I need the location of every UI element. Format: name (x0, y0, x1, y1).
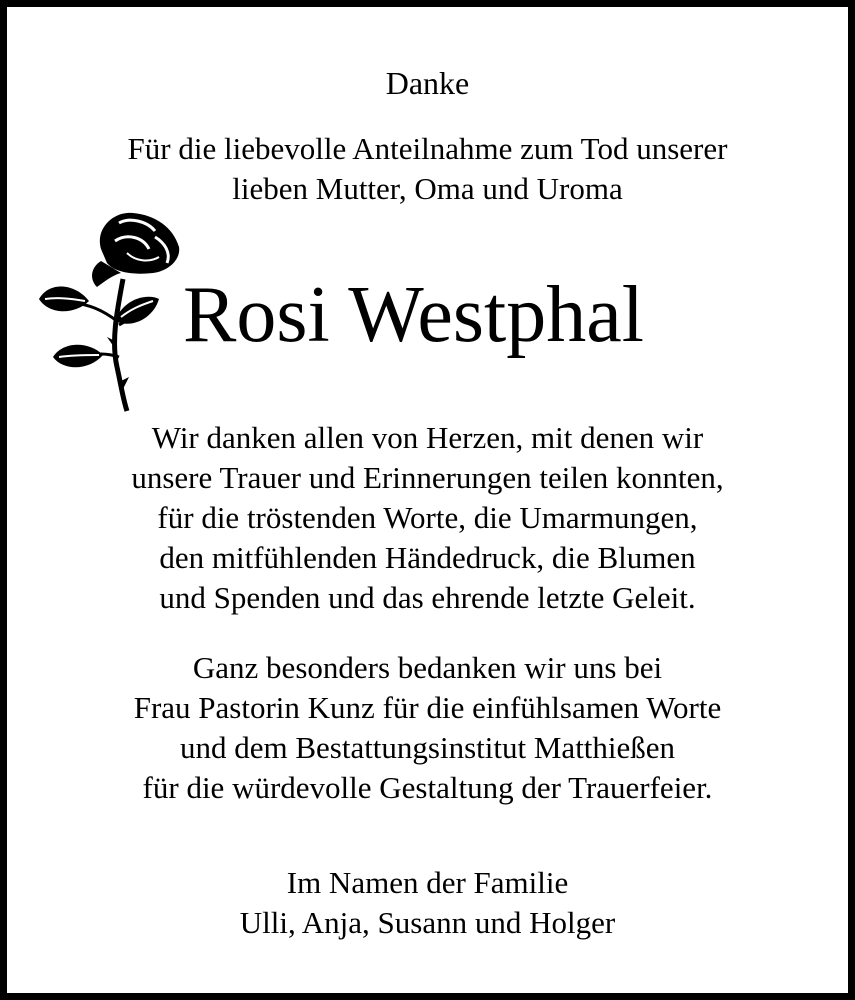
thanks-line-4: den mitfühlenden Händedruck, die Blumen (159, 540, 696, 575)
thanks-line-3: für die tröstenden Worte, die Umarmungen, (157, 500, 698, 535)
signature-line-1: Im Namen der Familie (286, 865, 569, 900)
heading: Danke (385, 65, 470, 101)
signature-line-2: Ulli, Anja, Susann und Holger (239, 905, 616, 940)
thanks-line-2: unsere Trauer und Erinnerungen teilen konnten, (131, 460, 724, 495)
intro-line-1: Für die liebevolle Anteilnahme zum Tod unserer (127, 131, 728, 166)
thanks-line-1: Wir danken allen von Herzen, mit denen wir (151, 420, 704, 455)
special-thanks-line-4: für die würdevolle Gestaltung der Trauerfeier. (142, 770, 713, 805)
deceased-name: Rosi Westphal (183, 271, 644, 359)
special-thanks-line-1: Ganz besonders bedanken wir uns bei (192, 650, 663, 685)
rose-icon (31, 201, 191, 413)
thanks-line-5: und Spenden und das ehrende letzte Geleit. (159, 580, 696, 615)
special-thanks-line-3: und dem Bestattungsinstitut Matthießen (179, 730, 676, 765)
intro-line-2: lieben Mutter, Oma und Uroma (232, 171, 623, 206)
special-thanks-line-2: Frau Pastorin Kunz für die einfühlsamen Worte (133, 690, 722, 725)
